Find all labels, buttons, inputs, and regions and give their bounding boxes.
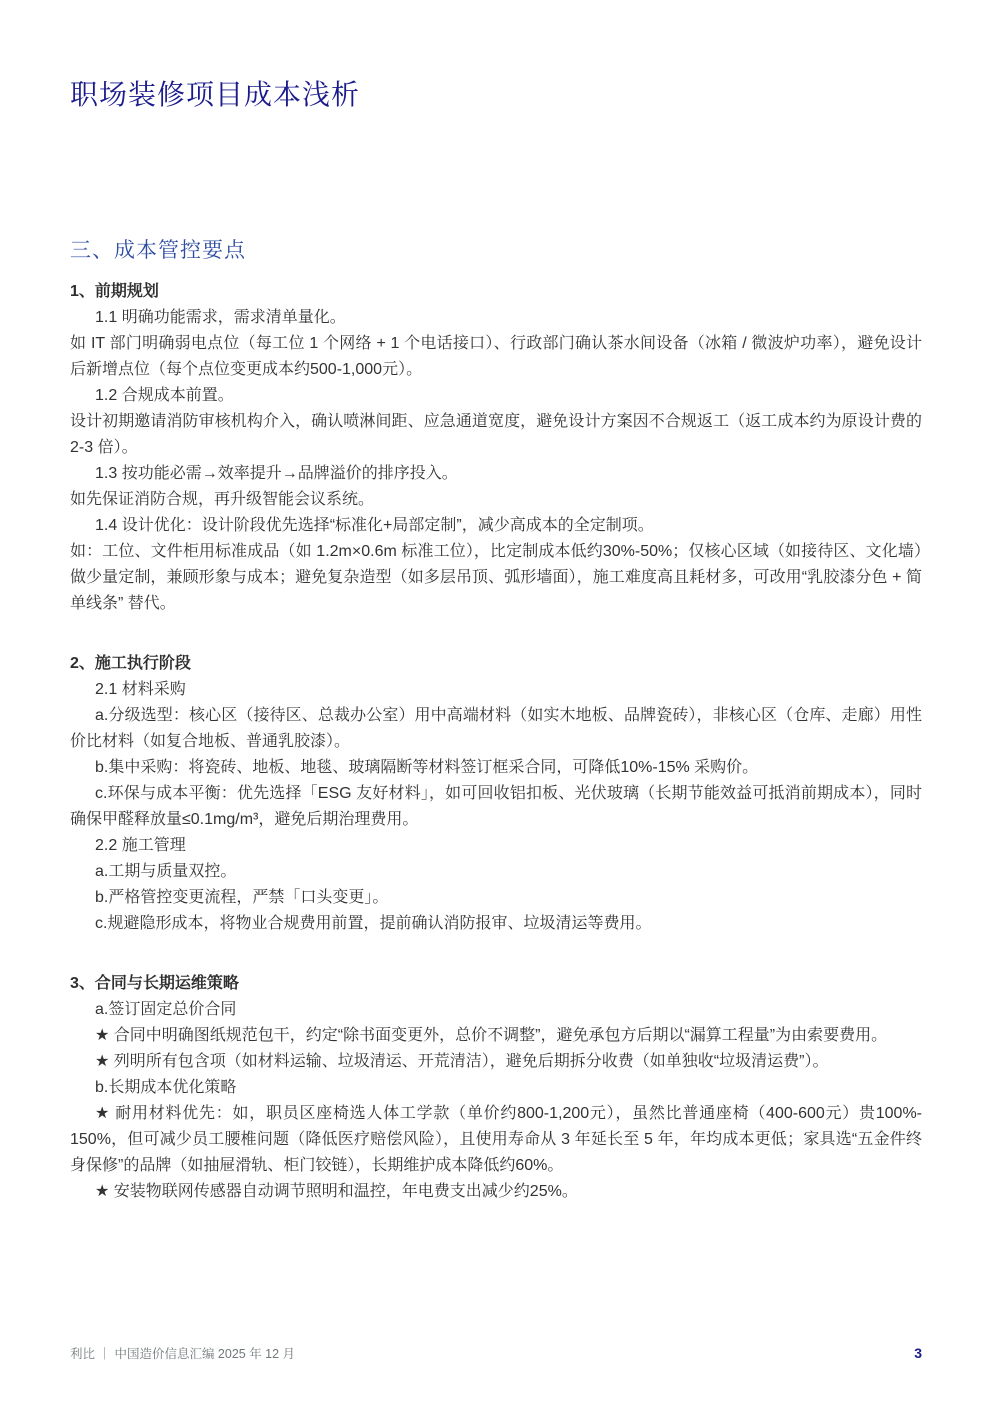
paragraph: a.分级选型：核心区（接待区、总裁办公室）用中高端材料（如实木地板、品牌瓷砖），非核心区（仓库、走廊）用性价比材料（如复合地板、普通乳胶漆）。 [70, 707, 922, 750]
paragraph: ★ 合同中明确图纸规范包干，约定“除书面变更外，总价不调整”，避免承包方后期以“漏算工程量”为由索要费用。 [95, 1027, 888, 1044]
page-footer [70, 1344, 922, 1362]
paragraph: a.工期与质量双控。 [95, 863, 237, 880]
paragraph: 1.2 合规成本前置。 [95, 387, 234, 404]
paragraph: a.签订固定总价合同 [95, 1001, 237, 1018]
paragraph: 如：工位、文件柜用标准成品（如 1.2m×0.6m 标准工位），比定制成本低约30%-50%；仅核心区域（如接待区、文化墙）做少量定制，兼顾形象与成本；避免复杂造型（如多层吊顶、弧形墙面），施工难度高且耗材多，可改用“乳胶漆分色 + 简单线条” 替代。 [70, 543, 922, 612]
paragraph: c.规避隐形成本，将物业合规费用前置，提前确认消防报审、垃圾清运等费用。 [95, 915, 652, 932]
subsection-heading: 3、合同与长期运维策略 [70, 975, 239, 992]
paragraph: 2.1 材料采购 [95, 681, 186, 698]
content-blocks [70, 279, 922, 1205]
footer-source-text: 利比 ｜ 中国造价信息汇编 2025 年 12 月 [70, 1347, 296, 1361]
paragraph: b.长期成本优化策略 [95, 1079, 237, 1096]
paragraph: ★ 列明所有包含项（如材料运输、垃圾清运、开荒清洁），避免后期拆分收费（如单独收“垃圾清运费”）。 [95, 1053, 829, 1070]
document-title: 职场装修项目成本浅析 [70, 79, 361, 110]
page-content [70, 0, 922, 1205]
paragraph: 2.2 施工管理 [95, 837, 186, 854]
paragraph: b.严格管控变更流程，严禁「口头变更」。 [95, 889, 389, 906]
paragraph: 如 IT 部门明确弱电点位（每工位 1 个网络 + 1 个电话接口）、行政部门确认茶水间设备（冰箱 / 微波炉功率），避免设计后新增点位（每个点位变更成本约500-1,000元）。 [70, 335, 922, 378]
paragraph: c.环保与成本平衡：优先选择「ESG 友好材料」，如可回收铝扣板、光伏玻璃（长期节能效益可抵消前期成本），同时确保甲醛释放量≤0.1mg/m³，避免后期治理费用。 [70, 785, 922, 828]
paragraph: 如先保证消防合规，再升级智能会议系统。 [70, 491, 375, 508]
page-number: 3 [914, 1345, 922, 1361]
section-heading: 三、成本管控要点 [70, 239, 246, 262]
paragraph: ★ 安装物联网传感器自动调节照明和温控，年电费支出减少约25%。 [95, 1183, 578, 1200]
paragraph: 1.4 设计优化：设计阶段优先选择“标准化+局部定制”，减少高成本的全定制项。 [95, 517, 654, 534]
paragraph: 1.1 明确功能需求，需求清单量化。 [95, 309, 346, 326]
paragraph: 设计初期邀请消防审核机构介入，确认喷淋间距、应急通道宽度，避免设计方案因不合规返工（返工成本约为原设计费的 2-3 倍）。 [70, 413, 922, 456]
subsection-heading: 2、施工执行阶段 [70, 655, 191, 672]
paragraph: 1.3 按功能必需→效率提升→品牌溢价的排序投入。 [95, 465, 458, 482]
paragraph: ★ 耐用材料优先：如，职员区座椅选人体工学款（单价约800-1,200元），虽然比普通座椅（400-600元）贵100%- 150%，但可减少员工腰椎问题（降低医疗赔偿风险），且使用寿命从 3 年延长至 5 年，年均成本更低；家具选“五金件终身保修”的品牌（如抽屉滑轨、柜门铰链），长期维护成本降低约60%。 [70, 1105, 922, 1174]
paragraph: b.集中采购：将瓷砖、地板、地毯、玻璃隔断等材料签订框采合同，可降低10%-15% 采购价。 [95, 759, 759, 776]
subsection-heading: 1、前期规划 [70, 283, 159, 300]
